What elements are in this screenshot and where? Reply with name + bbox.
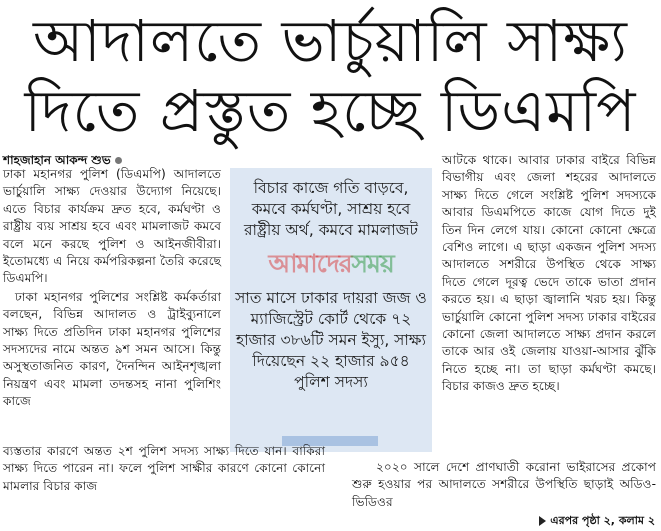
headline-line-1: আদালতে ভার্চুয়ালি সাক্ষ্য [33,7,628,75]
article-column-right [442,152,656,397]
bullet-icon [115,157,122,164]
headline [0,6,661,146]
watermark-logo: আমাদেরসময় [268,249,394,278]
byline-author: শাহজাহান আকন্দ শুভ [3,153,111,167]
continued-label: এরপর পৃষ্ঠা ২, কলাম ২ [550,514,655,527]
pull-quote-2: সাত মাসে ঢাকার দায়রা জজ ও ম্যাজিস্ট্রেট কোর্ট থেকে ৭২ হাজার ৩৮৬টি সমন ইস্যু, সাক্ষ্য দিয়েছেন ২২ হাজার ৯৫৪ পুলিশ সদস্য [235,289,427,391]
headline-line-2: দিতে প্রস্তুত হচ্ছে ডিএমপি [24,77,637,145]
paragraph: ২০২০ সালে দেশে প্রাণঘাতী করোনা ভাইরাসের প্রকোপ শুরু হওয়ার পর আদালতে সশরীরে উপস্থিতি ছাড়াই অডিও-ভিডিওর [352,460,656,509]
continued-link[interactable] [539,512,655,531]
paragraph: আটকে থাকে। আবার ঢাকার বাইরে বিভিন্ন বিভাগীয় এবং জেলা শহরের আদালতে সাক্ষ্য দিতে গেলে সংশ্লিষ্ট পুলিশ সদস্যকে আবার ডিএমপিতে কাজে যোগ দিতে দুই তিন দিন লেগে যায়। কোনো কোনো ক্ষেত্রে বেশিও লাগে। এ ছাড়া একজন পুলিশ সদস্য আদালতে সশরীরে উপস্থিত থেকে সাক্ষ্য দিতে গেলে দূরত্ব ভেদে তাকে ভাতা প্রদান করতে হয়। এ ছাড়া জ্বালানি খরচ হয়। কিন্তু ভার্চুয়ালি কোনো পুলিশ সদস্য ঢাকার বাইরের কোনো জেলা আদালতে সাক্ষ্য প্রদান করলে তাকে আর ওই জেলায় যাওয়া-আসার ঝুঁকি নিতে হচ্ছে না। তা ছাড়া কর্মঘণ্টা কমছে। বিচার কাজও দ্রুত হচ্ছে। [442,153,656,394]
bottom-left-text [3,443,325,495]
paragraph: ঢাকা মহানগর পুলিশের সংশ্লিষ্ট কর্মকর্তারা বলছেন, বিভিন্ন আদালত ও ট্রাইব্যুনালে সাক্ষ্য দিতে প্রতিদিন ঢাকা মহানগর পুলিশের সদস্যদের নামে অন্তত ৯শ সমন আসে। কিন্তু অসুস্থতাজনিত কারণ, দৈনন্দিন আইনশৃঙ্খলা নিয়ন্ত্রণ এবং মামলা তদন্তসহ নানা পুলিশিং কাজে [3,289,221,409]
article-column-left [3,166,221,412]
paragraph: ব্যস্ততার কারণে অন্তত ২শ পুলিশ সদস্য সাক্ষ্য দিতে যান। বাকিরা সাক্ষ্য দিতে পারেন না। ফলে পুলিশ সাক্ষীর কারণে কোনো কোনো মামলার বিচার কাজ [3,444,325,493]
bottom-right-text [352,459,656,511]
pull-quote-1: বিচার কাজে গতি বাড়বে, কমবে কর্মঘণ্টা, সাশ্রয় হবে রাষ্ট্রীয় অর্থ, কমবে মামলাজট [243,179,418,239]
paragraph: ঢাকা মহানগর পুলিশ (ডিএমপি) আদালতে ভার্চুয়ালি সাক্ষ্য দেওয়ার উদ্যোগ নিয়েছে। এতে বিচার কার্যক্রম দ্রুত হবে, কর্মঘণ্টা ও রাষ্ট্রীয় ব্যয় সাশ্রয় হবে এবং মামলাজট কমবে বলে মনে করছে পুলিশ ও আইনজীবীরা। ইতোমধ্যে এ নিয়ে কর্মপরিকল্পনা তৈরি করেছে ডিএমপি। [3,167,221,286]
triangle-right-icon [539,516,546,526]
pull-quote-box [230,168,432,452]
